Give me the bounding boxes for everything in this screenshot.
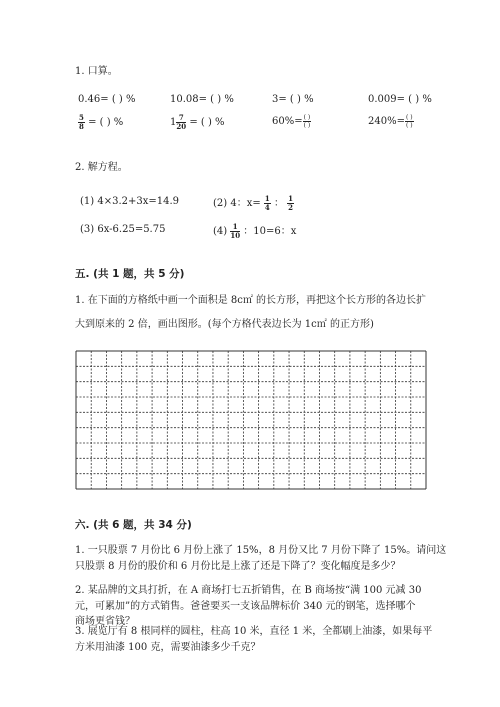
mental-math-item: 10.08= ( ) % [170,94,234,105]
square-grid-paper [75,350,427,490]
mental-math-item: $\frac{5}{8}$ = ( ) % [79,113,124,131]
section1-title: 1. 口算。 [75,66,118,77]
mental-math-item: 60%= ( ) ( ) [272,114,311,129]
question-text: 只股票 8 月份的股价和 6 月份比是上涨了还是下降了？变化幅度是多少？ [75,561,401,572]
question-text: 1. 在下面的方格纸中画一个面积是 8c㎡ 的长方形，再把这个长方形的各边长扩 [75,295,427,306]
equation-3: (3) 6x-6.25=5.75 [80,224,166,235]
fraction: $\frac{1}{2}$ [288,194,294,212]
mental-math-item: 0.46= ( ) % [78,94,136,105]
section6-heading: 六. (共 6 题，共 34 分) [75,519,192,531]
equation-4: (4) $\frac{1}{10}$ ：10=6：x [213,222,297,240]
section5-heading: 五. (共 1 题，共 5 分) [75,268,185,280]
equation-1: (1) 4×3.2+3x=14.9 [80,196,180,207]
question-text: 3. 展览厅有 8 根同样的圆柱，柱高 10 米，直径 1 米，全都刷上油漆，如果每平 [75,626,433,637]
fraction: $\frac{5}{8}$ [79,113,84,131]
equation-2: (2) 4：x= $\frac{1}{4}$ ： $\frac{1}{2}$ [213,194,294,212]
question-text: 商场更省钱？ [75,616,135,627]
section2-title: 2. 解方程。 [75,162,128,173]
question-text: 元，可累加”的方式销售。爸爸要买一支该品牌标价 340 元的钢笔，选择哪个 [75,601,416,612]
mental-math-item: 0.009= ( ) % [368,94,432,105]
question-text: 方米用油漆 100 克，需要油漆多少千克？ [75,642,261,653]
fraction: $\frac{1}{4}$ [264,194,270,212]
mental-math-item: 1 $\frac{7}{20}$ = ( ) % [170,113,225,131]
question-text: 1. 一只股票 7 月份比 6 月份上涨了 15%，8 月份又比 7 月份下降了 15%。请问这 [75,545,447,556]
fraction: $\frac{7}{20}$ [176,113,187,131]
fraction: $\frac{1}{10}$ [230,222,241,240]
mental-math-item: 240%= ( ) ( ) [368,114,413,129]
blank-fraction: ( ) ( ) [405,114,413,129]
question-text: 2. 某品牌的文具打折，在 A 商场打七五折销售，在 B 商场按“满 100 元减 30 [75,585,422,596]
question-text: 大到原来的 2 倍，画出图形。(每个方格代表边长为 1c㎡ 的正方形) [75,319,374,330]
blank-fraction: ( ) ( ) [303,114,311,129]
mental-math-item: 3= ( ) % [272,94,314,105]
